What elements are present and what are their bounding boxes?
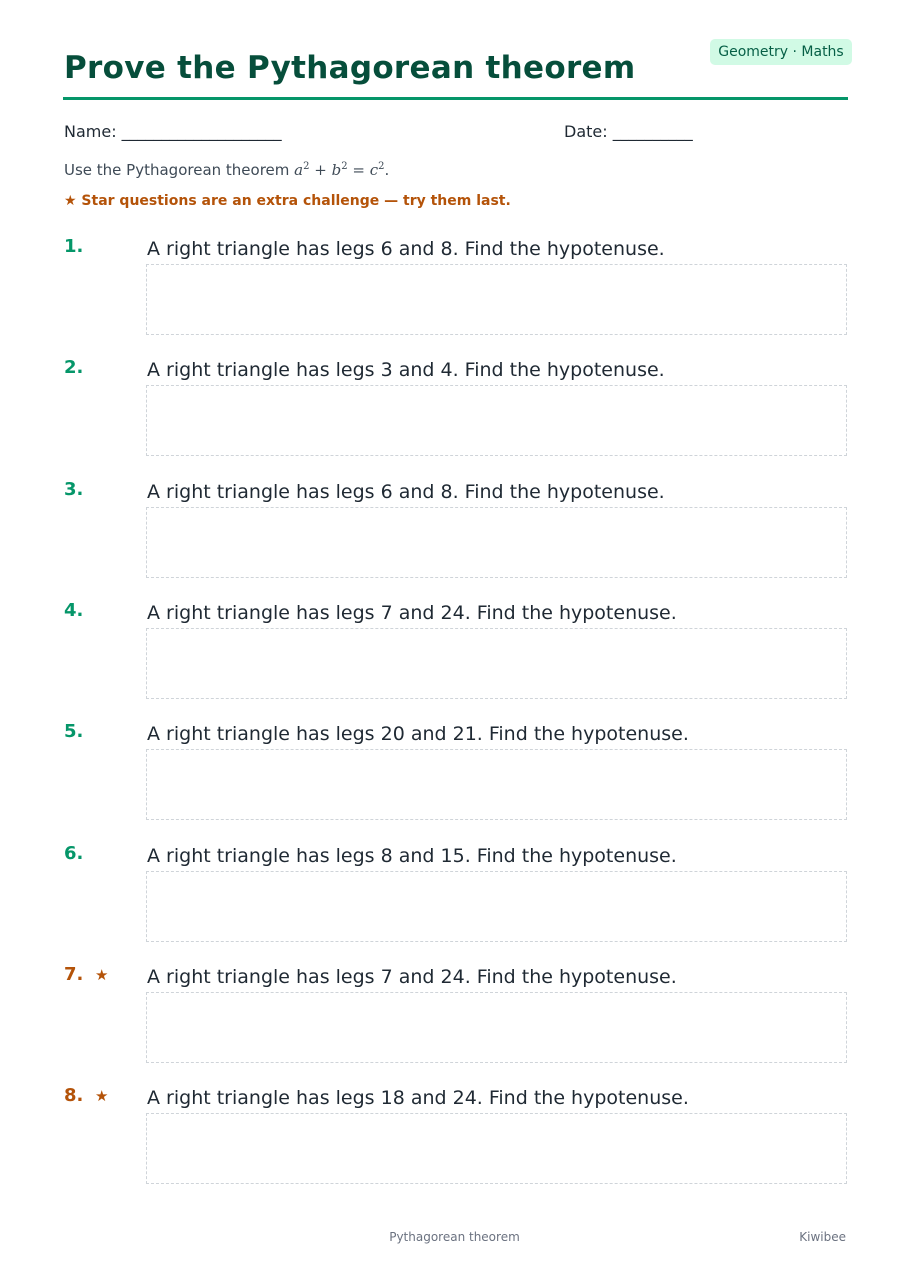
question-number: 3.: [64, 479, 84, 500]
question-item: [0, 357, 909, 467]
question-number: 7.: [64, 964, 84, 985]
question-number: 1.: [64, 236, 84, 257]
question-item: [0, 236, 909, 346]
answer-box[interactable]: [146, 507, 847, 578]
question-number: 5.: [64, 721, 84, 742]
footer-topic: Pythagorean theorem: [389, 1230, 520, 1244]
instruction: Use the Pythagorean theorem $a^2 + b^2 = c^2$.: [64, 161, 390, 179]
name-field: Name: ____________________: [64, 122, 282, 141]
instruction-text: Use the Pythagorean theorem: [64, 161, 290, 179]
question-item: [0, 721, 909, 831]
challenge-note: ★ Star questions are an extra challenge — try them last.: [64, 193, 511, 209]
question-item: [0, 479, 909, 589]
answer-box[interactable]: [146, 385, 847, 456]
page-title: Prove the Pythagorean theorem: [64, 50, 636, 86]
title-divider: [63, 97, 848, 100]
question-text: A right triangle has legs 20 and 21. Find the hypotenuse.: [147, 723, 689, 745]
footer-brand: Kiwibee: [799, 1230, 846, 1244]
question-text: A right triangle has legs 6 and 8. Find the hypotenuse.: [147, 481, 665, 503]
star-icon: ★: [95, 966, 109, 984]
question-text: A right triangle has legs 8 and 15. Find the hypotenuse.: [147, 845, 677, 867]
answer-box[interactable]: [146, 1113, 847, 1184]
answer-box[interactable]: [146, 264, 847, 335]
answer-box[interactable]: [146, 628, 847, 699]
question-number: 4.: [64, 600, 84, 621]
question-text: A right triangle has legs 7 and 24. Find the hypotenuse.: [147, 966, 677, 988]
question-item: [0, 600, 909, 710]
question-text: A right triangle has legs 7 and 24. Find the hypotenuse.: [147, 602, 677, 624]
question-text: A right triangle has legs 6 and 8. Find the hypotenuse.: [147, 238, 665, 260]
answer-box[interactable]: [146, 749, 847, 820]
question-item: [0, 843, 909, 953]
subject-badge: Geometry · Maths: [710, 39, 852, 65]
answer-box[interactable]: [146, 871, 847, 942]
question-text: A right triangle has legs 3 and 4. Find the hypotenuse.: [147, 359, 665, 381]
question-number: 2.: [64, 357, 84, 378]
star-icon: ★: [95, 1087, 109, 1105]
date-field: Date: __________: [564, 122, 693, 141]
question-text: A right triangle has legs 18 and 24. Find the hypotenuse.: [147, 1087, 689, 1109]
question-item: [0, 1085, 909, 1195]
question-number: 6.: [64, 843, 84, 864]
answer-box[interactable]: [146, 992, 847, 1063]
question-number: 8.: [64, 1085, 84, 1106]
question-item: [0, 964, 909, 1074]
pythagorean-formula: $a^2 + b^2 = c^2$: [294, 161, 385, 179]
